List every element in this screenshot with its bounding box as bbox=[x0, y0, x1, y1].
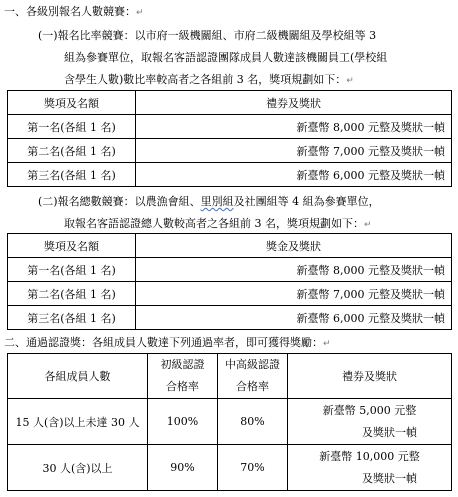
table-header-row bbox=[8, 354, 452, 399]
paragraph-mark: ↵ bbox=[346, 76, 354, 86]
header-cell: 獎項及名額 bbox=[8, 234, 136, 258]
table-row bbox=[8, 258, 452, 282]
sub1-line2-text: 組為參賽單位，取報名客語認證團隊成員人數達該機關員工(學校組 bbox=[64, 51, 388, 64]
section-1-heading-text: 一、各級別報名人數競賽： bbox=[4, 5, 136, 18]
header-cell: 獎項及名額 bbox=[8, 91, 136, 115]
advanced-rate-cell: 80% bbox=[218, 399, 288, 445]
prize-line: 新臺幣 5,000 元整 bbox=[322, 403, 417, 417]
sub2-line1-text-b: 里別組 bbox=[200, 195, 234, 208]
member-count-cell: 30 人(含)以上 bbox=[8, 445, 148, 491]
header-cell: 各組成員人數 bbox=[8, 354, 148, 399]
table-row bbox=[8, 306, 452, 330]
prize-table-ratio bbox=[7, 90, 452, 187]
header-line: 合格率 bbox=[236, 380, 269, 393]
sub1-line2 bbox=[64, 49, 387, 65]
header-cell: 禮券及獎狀 bbox=[136, 91, 452, 115]
header-cell: 獎金及獎狀 bbox=[136, 234, 452, 258]
prize-cell: 新臺幣 6,000 元整及獎狀一幀 bbox=[136, 163, 452, 187]
section-2-heading-text: 二、通過認證獎：各組成員人數達下列通過率者，即可獲得獎勵： bbox=[4, 336, 323, 349]
table-row bbox=[8, 445, 452, 491]
table-row bbox=[8, 282, 452, 306]
basic-rate-cell: 90% bbox=[148, 445, 218, 491]
sub2-line1-text-c: 及社團組等 4 組為參賽單位， bbox=[233, 195, 380, 208]
sub2-line2 bbox=[64, 215, 372, 231]
sub1-line1-text: (一)報名比率競賽：以市府一級機關組、市府二級機關組及學校組等 3 bbox=[38, 29, 377, 42]
prize-cell bbox=[288, 399, 452, 445]
prize-table-total bbox=[7, 233, 452, 330]
rank-cell: 第一名(各組 1 名) bbox=[8, 258, 136, 282]
prize-cell: 新臺幣 8,000 元整及獎狀一幀 bbox=[136, 258, 452, 282]
table-row bbox=[8, 399, 452, 445]
sub1-line3-text: 含學生人數)數比率較高者之各組前 3 名，獎項規劃如下： bbox=[64, 73, 347, 86]
header-line: 中高級認證 bbox=[225, 358, 280, 371]
prize-cell bbox=[288, 445, 452, 491]
sub2-line2-text: 取報名客語認證總人數較高者之各組前 3 名，獎項規劃如下： bbox=[64, 217, 364, 230]
rank-cell: 第二名(各組 1 名) bbox=[8, 139, 136, 163]
header-cell bbox=[148, 354, 218, 399]
prize-cell: 新臺幣 8,000 元整及獎狀一幀 bbox=[136, 115, 452, 139]
header-line: 合格率 bbox=[166, 380, 199, 393]
sub2-line1 bbox=[38, 193, 380, 209]
paragraph-mark: ↵ bbox=[323, 339, 331, 349]
rank-cell: 第二名(各組 1 名) bbox=[8, 282, 136, 306]
paragraph-mark: ↵ bbox=[136, 8, 144, 18]
prize-cell: 新臺幣 6,000 元整及獎狀一幀 bbox=[136, 306, 452, 330]
advanced-rate-cell: 70% bbox=[218, 445, 288, 491]
sub2-line1-text-a: (二)報名總數競賽：以農漁會組、 bbox=[38, 195, 201, 208]
table-row bbox=[8, 139, 452, 163]
table-row bbox=[8, 115, 452, 139]
rank-cell: 第三名(各組 1 名) bbox=[8, 306, 136, 330]
prize-line: 新臺幣 10,000 元整 bbox=[319, 449, 420, 463]
prize-line: 及獎狀一幀 bbox=[362, 471, 417, 485]
table-header-row bbox=[8, 91, 452, 115]
section-2-heading bbox=[4, 334, 331, 350]
prize-line: 及獎狀一幀 bbox=[362, 425, 417, 439]
prize-cell: 新臺幣 7,000 元整及獎狀一幀 bbox=[136, 139, 452, 163]
table-header-row bbox=[8, 234, 452, 258]
paragraph-mark: ↵ bbox=[364, 220, 372, 230]
member-count-cell: 15 人(含)以上未達 30 人 bbox=[8, 399, 148, 445]
header-cell: 禮券及獎狀 bbox=[288, 354, 452, 399]
section-1-heading bbox=[4, 3, 144, 19]
header-line: 初級認證 bbox=[160, 358, 205, 371]
basic-rate-cell: 100% bbox=[148, 399, 218, 445]
sub1-line1 bbox=[38, 27, 376, 43]
prize-cell: 新臺幣 7,000 元整及獎狀一幀 bbox=[136, 282, 452, 306]
table-row bbox=[8, 163, 452, 187]
header-cell bbox=[218, 354, 288, 399]
pass-rate-table bbox=[7, 353, 452, 491]
sub1-line3 bbox=[64, 71, 354, 87]
rank-cell: 第一名(各組 1 名) bbox=[8, 115, 136, 139]
rank-cell: 第三名(各組 1 名) bbox=[8, 163, 136, 187]
